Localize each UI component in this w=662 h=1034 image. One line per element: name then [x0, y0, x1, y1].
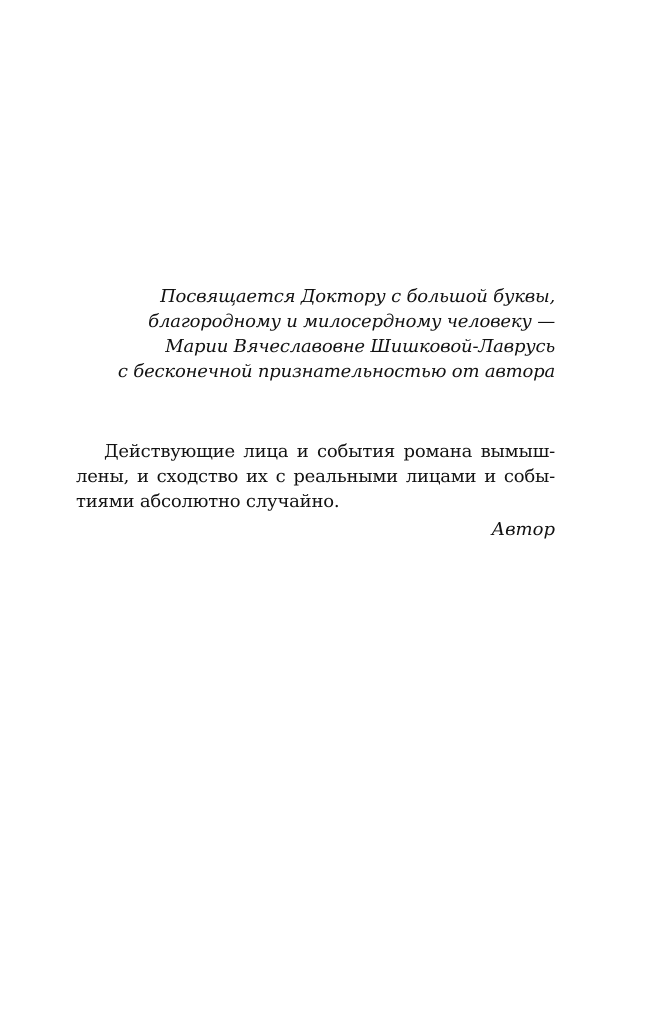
disclaimer-line: лены, и сходство их с реальными лицами и собы- [76, 466, 555, 487]
dedication-line: Марии Вячеславовне Шишковой-Лаврусь [165, 336, 555, 357]
dedication-line: благородному и милосердному человеку — [148, 311, 555, 332]
dedication-line: Посвящается Доктору с большой буквы, [160, 286, 555, 307]
dedication [100, 284, 555, 384]
disclaimer-paragraph [76, 439, 555, 514]
disclaimer-line: тиями абсолютно случайно. [76, 491, 340, 512]
author-signature: Автор [491, 519, 555, 540]
disclaimer-line: Действующие лица и события романа вымыш- [104, 441, 555, 462]
dedication-line: с бесконечной признательностью от автора [117, 361, 555, 382]
